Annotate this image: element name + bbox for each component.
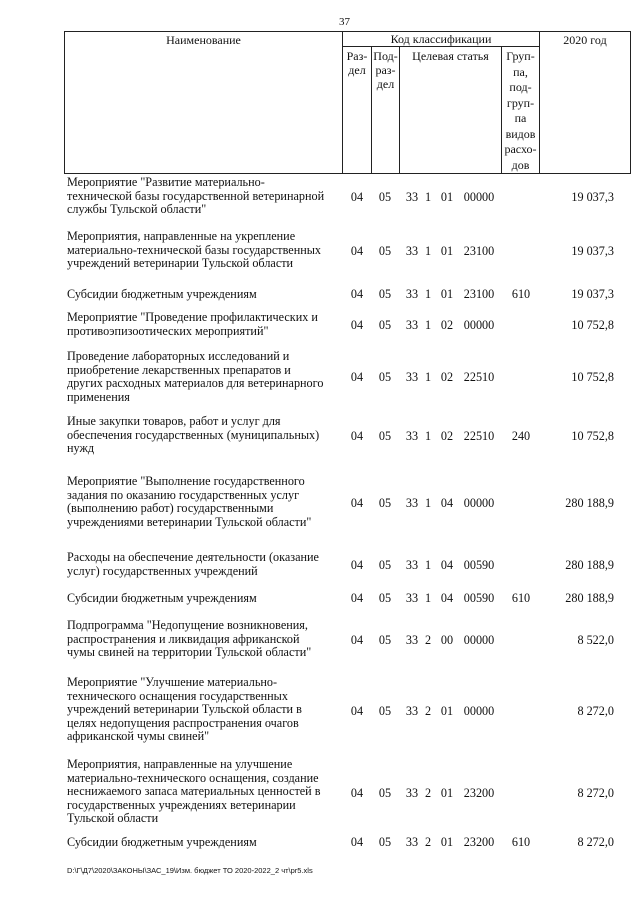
row-name: Субсидии бюджетным учреждениям	[67, 287, 257, 301]
row-main-event: 01	[440, 786, 454, 800]
row-amount: 19 037,3	[571, 190, 614, 204]
row-main-event: 00	[440, 633, 454, 647]
row-main-event: 01	[440, 835, 454, 849]
page-number: 37	[339, 16, 350, 28]
row-program: 33	[405, 370, 419, 384]
row-program: 33	[405, 190, 419, 204]
header-podrazdel: Под- раз- дел	[373, 49, 398, 91]
row-amount: 10 752,8	[571, 370, 614, 384]
row-podrazdel: 05	[378, 786, 392, 800]
row-subprogram: 2	[424, 786, 432, 800]
row-main-event: 01	[440, 287, 454, 301]
row-razdel: 04	[350, 318, 364, 332]
row-direction: 23200	[463, 835, 495, 849]
header-code-group: Код классификации	[390, 32, 492, 46]
row-expense-type: 610	[511, 287, 531, 301]
row-name: Мероприятие "Выполнение государственного задания по оказанию государственных услуг (выполнению работ) государственными учреждениями ветеринарии Тульской области"	[67, 474, 312, 529]
header-bottom-line	[64, 173, 631, 174]
row-subprogram: 1	[424, 558, 432, 572]
row-program: 33	[405, 704, 419, 718]
row-amount: 19 037,3	[571, 287, 614, 301]
row-name: Иные закупки товаров, работ и услуг для обеспечения государственных (муниципальных) нужд	[67, 414, 320, 456]
row-program: 33	[405, 591, 419, 605]
header-name: Наименование	[166, 33, 241, 47]
row-expense-type: 610	[511, 835, 531, 849]
row-main-event: 04	[440, 591, 454, 605]
row-name: Расходы на обеспечение деятельности (оказание услуг) государственных учреждений	[67, 550, 319, 578]
row-program: 33	[405, 496, 419, 510]
row-name: Мероприятие "Проведение профилактических и противоэпизоотических мероприятий"	[67, 310, 318, 338]
header-year: 2020 год	[563, 33, 607, 47]
row-program: 33	[405, 558, 419, 572]
row-subprogram: 1	[424, 591, 432, 605]
row-podrazdel: 05	[378, 496, 392, 510]
row-direction: 00590	[463, 558, 495, 572]
row-name: Подпрограмма "Недопущение возникновения, распространения и ликвидация африканской чумы свиней на территории Тульской области"	[67, 618, 312, 660]
row-direction: 00000	[463, 318, 495, 332]
row-razdel: 04	[350, 786, 364, 800]
row-main-event: 04	[440, 558, 454, 572]
row-podrazdel: 05	[378, 429, 392, 443]
row-razdel: 04	[350, 558, 364, 572]
row-podrazdel: 05	[378, 591, 392, 605]
row-program: 33	[405, 633, 419, 647]
row-amount: 19 037,3	[571, 244, 614, 258]
row-subprogram: 2	[424, 633, 432, 647]
header-target-article: Целевая статья	[412, 49, 489, 63]
row-direction: 22510	[463, 429, 495, 443]
header-right-border	[630, 31, 631, 173]
row-amount: 8 522,0	[577, 633, 614, 647]
row-direction: 23200	[463, 786, 495, 800]
row-podrazdel: 05	[378, 633, 392, 647]
row-amount: 8 272,0	[577, 704, 614, 718]
row-main-event: 01	[440, 244, 454, 258]
row-expense-type: 240	[511, 429, 531, 443]
row-amount: 280 188,9	[565, 591, 614, 605]
row-amount: 10 752,8	[571, 429, 614, 443]
row-subprogram: 1	[424, 190, 432, 204]
row-subprogram: 2	[424, 835, 432, 849]
row-program: 33	[405, 835, 419, 849]
row-amount: 10 752,8	[571, 318, 614, 332]
row-main-event: 01	[440, 190, 454, 204]
row-subprogram: 1	[424, 496, 432, 510]
header-razdel: Раз- дел	[346, 49, 368, 77]
footer-file-path: D:\Г\Д7\2020\ЗАКОНЫ\ЗАС_19\Изм. бюджет ТО 2020-2022_2 чт\pr5.xls	[67, 866, 313, 875]
row-direction: 00000	[463, 190, 495, 204]
row-razdel: 04	[350, 835, 364, 849]
row-podrazdel: 05	[378, 558, 392, 572]
row-subprogram: 1	[424, 287, 432, 301]
row-name: Проведение лабораторных исследований и приобретение лекарственных препаратов и других расходных материалов для ветеринарного применения	[67, 349, 324, 404]
row-main-event: 01	[440, 704, 454, 718]
row-direction: 23100	[463, 244, 495, 258]
row-podrazdel: 05	[378, 287, 392, 301]
row-direction: 23100	[463, 287, 495, 301]
row-razdel: 04	[350, 244, 364, 258]
row-amount: 280 188,9	[565, 558, 614, 572]
row-main-event: 02	[440, 370, 454, 384]
row-razdel: 04	[350, 190, 364, 204]
row-name: Мероприятие "Улучшение материально- технического оснащения государственных учреждений ветеринарии Тульской области в целях недопущения распространения очагов африканской чумы свиней"	[67, 675, 302, 744]
row-podrazdel: 05	[378, 190, 392, 204]
row-subprogram: 1	[424, 318, 432, 332]
row-main-event: 02	[440, 318, 454, 332]
row-podrazdel: 05	[378, 370, 392, 384]
row-program: 33	[405, 786, 419, 800]
header-left-border	[64, 31, 65, 173]
row-amount: 8 272,0	[577, 835, 614, 849]
row-podrazdel: 05	[378, 244, 392, 258]
row-name: Мероприятия, направленные на улучшение материально-технического оснащения, создание неснижаемого запаса материальных ценностей в государственных учреждениях ветеринарии Тульской области	[67, 757, 321, 826]
row-name: Субсидии бюджетным учреждениям	[67, 835, 257, 849]
row-main-event: 04	[440, 496, 454, 510]
row-razdel: 04	[350, 591, 364, 605]
row-direction: 00000	[463, 704, 495, 718]
row-program: 33	[405, 287, 419, 301]
row-direction: 00000	[463, 496, 495, 510]
row-direction: 00590	[463, 591, 495, 605]
row-razdel: 04	[350, 704, 364, 718]
row-expense-type: 610	[511, 591, 531, 605]
row-razdel: 04	[350, 633, 364, 647]
row-subprogram: 1	[424, 244, 432, 258]
row-program: 33	[405, 244, 419, 258]
row-name: Мероприятия, направленные на укрепление материально-технической базы государственных учреждений ветеринарии Тульской области	[67, 229, 322, 271]
row-amount: 8 272,0	[577, 786, 614, 800]
header-sep-podrazdel	[399, 46, 400, 173]
row-subprogram: 1	[424, 370, 432, 384]
row-main-event: 02	[440, 429, 454, 443]
row-program: 33	[405, 429, 419, 443]
row-name: Мероприятие "Развитие материально- технической базы государственной ветеринарной службы Тульской области"	[67, 175, 325, 217]
row-subprogram: 1	[424, 429, 432, 443]
row-razdel: 04	[350, 370, 364, 384]
row-razdel: 04	[350, 429, 364, 443]
row-podrazdel: 05	[378, 835, 392, 849]
row-program: 33	[405, 318, 419, 332]
row-direction: 22510	[463, 370, 495, 384]
row-subprogram: 2	[424, 704, 432, 718]
row-podrazdel: 05	[378, 318, 392, 332]
row-razdel: 04	[350, 496, 364, 510]
row-razdel: 04	[350, 287, 364, 301]
row-direction: 00000	[463, 633, 495, 647]
row-amount: 280 188,9	[565, 496, 614, 510]
row-name: Субсидии бюджетным учреждениям	[67, 591, 257, 605]
row-podrazdel: 05	[378, 704, 392, 718]
header-sep-year	[539, 31, 540, 173]
header-vid-group: Груп- па, под- груп- па видов расхо- дов	[504, 49, 537, 172]
